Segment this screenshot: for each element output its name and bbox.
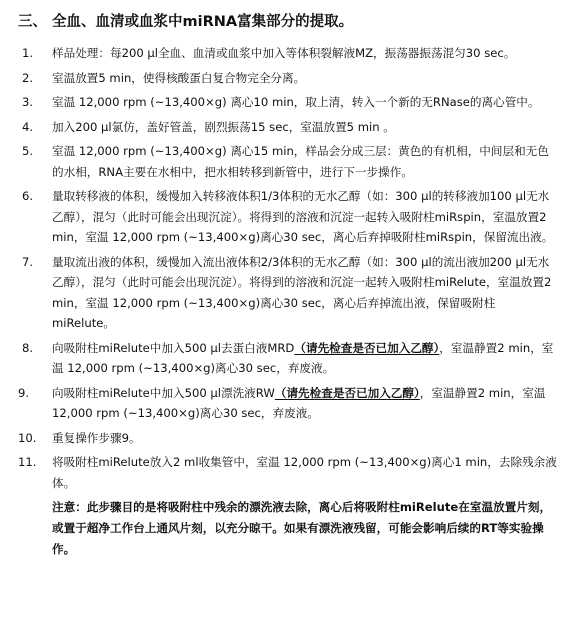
step-number: 2. xyxy=(22,70,34,85)
step-number: 9. xyxy=(18,385,30,400)
step-2 xyxy=(18,68,557,89)
step-number: 7. xyxy=(22,254,34,269)
step-7 xyxy=(18,252,557,334)
step-text: 向吸附柱miRelute中加入500 µl漂洗液RW xyxy=(52,385,275,400)
step-text: 量取流出液的体积，缓慢加入流出液体积2/3体积的无水乙醇（如：300 µl的流出液加200 µl无水乙醇），混匀（此时可能会出现沉淀）。将得到的溶液和沉淀一起转入吸附柱miRelute，室温放置2 min，室温 12,000 rpm (~13,400×g)离心30 sec，离心后弃掉流出液，保留吸附柱miRelute。 xyxy=(52,254,552,330)
ethanol-warning: （请先检查是否已加入乙醇） xyxy=(294,340,440,355)
note-paragraph: 注意：此步骤目的是将吸附柱中残余的漂洗液去除，离心后将吸附柱miRelute在室温放置片刻，或置于超净工作台上通风片刻，以充分晾干。如果有漂洗液残留，可能会影响后续的RT等实验操作。 xyxy=(52,500,552,556)
step-text: 重复操作步骤9。 xyxy=(52,430,141,445)
step-text: 加入200 µl氯仿，盖好管盖，剧烈振荡15 sec，室温放置5 min 。 xyxy=(52,119,395,134)
step-8 xyxy=(18,338,557,379)
step-text: ，室温静置2 min，室温 12,000 rpm (~13,400×g)离心30 sec，弃废液。 xyxy=(52,340,554,375)
step-9 xyxy=(18,383,557,424)
step-1 xyxy=(18,43,557,64)
step-text: 将吸附柱miRelute放入2 ml收集管中，室温 12,000 rpm (~13,400×g)离心1 min，去除残余液体。 xyxy=(52,455,557,490)
step-number: 11. xyxy=(18,455,37,469)
step-number: 10. xyxy=(18,430,37,445)
step-text: ，室温静置2 min，室温 12,000 rpm (~13,400×g)离心30 sec，弃废液。 xyxy=(52,385,546,420)
step-text: 样品处理：每200 µl全血、血清或血浆中加入等体积裂解液MZ，振荡器振荡混匀30 sec。 xyxy=(52,46,516,60)
step-text: 室温 12,000 rpm (~13,400×g) 离心15 min，样品会分成三层：黄色的有机相，中间层和无色的水相，RNA主要在水相中，把水相转移到新管中，进行下一步操作。 xyxy=(52,144,549,179)
step-number: 6. xyxy=(22,189,34,203)
step-number: 4. xyxy=(22,119,34,134)
step-number: 8. xyxy=(22,340,34,355)
step-number: 1. xyxy=(22,46,34,60)
step-4 xyxy=(18,117,557,138)
step-3 xyxy=(18,92,557,113)
protocol-steps xyxy=(18,43,557,493)
step-text: 向吸附柱miRelute中加入500 µl去蛋白液MRD xyxy=(52,340,295,355)
step-10 xyxy=(18,428,557,449)
step-5 xyxy=(18,141,557,182)
step-text: 量取转移液的体积，缓慢加入转移液体积1/3体积的无水乙醇（如：300 µl的转移液加100 µl无水乙醇），混匀（此时可能会出现沉淀）。将得到的溶液和沉淀一起转入吸附柱miRspin，室温放置2 min，室温 12,000 rpm (~13,400×g)离心30 sec，离心后弃掉吸附柱miRspin，保留流出液。 xyxy=(52,189,554,244)
step-number: 3. xyxy=(22,95,34,109)
step-6 xyxy=(18,186,557,248)
step-11 xyxy=(18,452,557,493)
ethanol-warning: （请先检查是否已加入乙醇） xyxy=(274,385,420,400)
step-text: 室温放置5 min，使得核酸蛋白复合物完全分离。 xyxy=(52,70,306,85)
step-text: 室温 12,000 rpm (~13,400×g) 离心10 min，取上清，转入一个新的无RNase的离心管中。 xyxy=(52,95,540,109)
step-number: 5. xyxy=(22,144,34,158)
section-title: 三、 全血、血清或血浆中miRNA富集部分的提取。 xyxy=(18,14,354,30)
